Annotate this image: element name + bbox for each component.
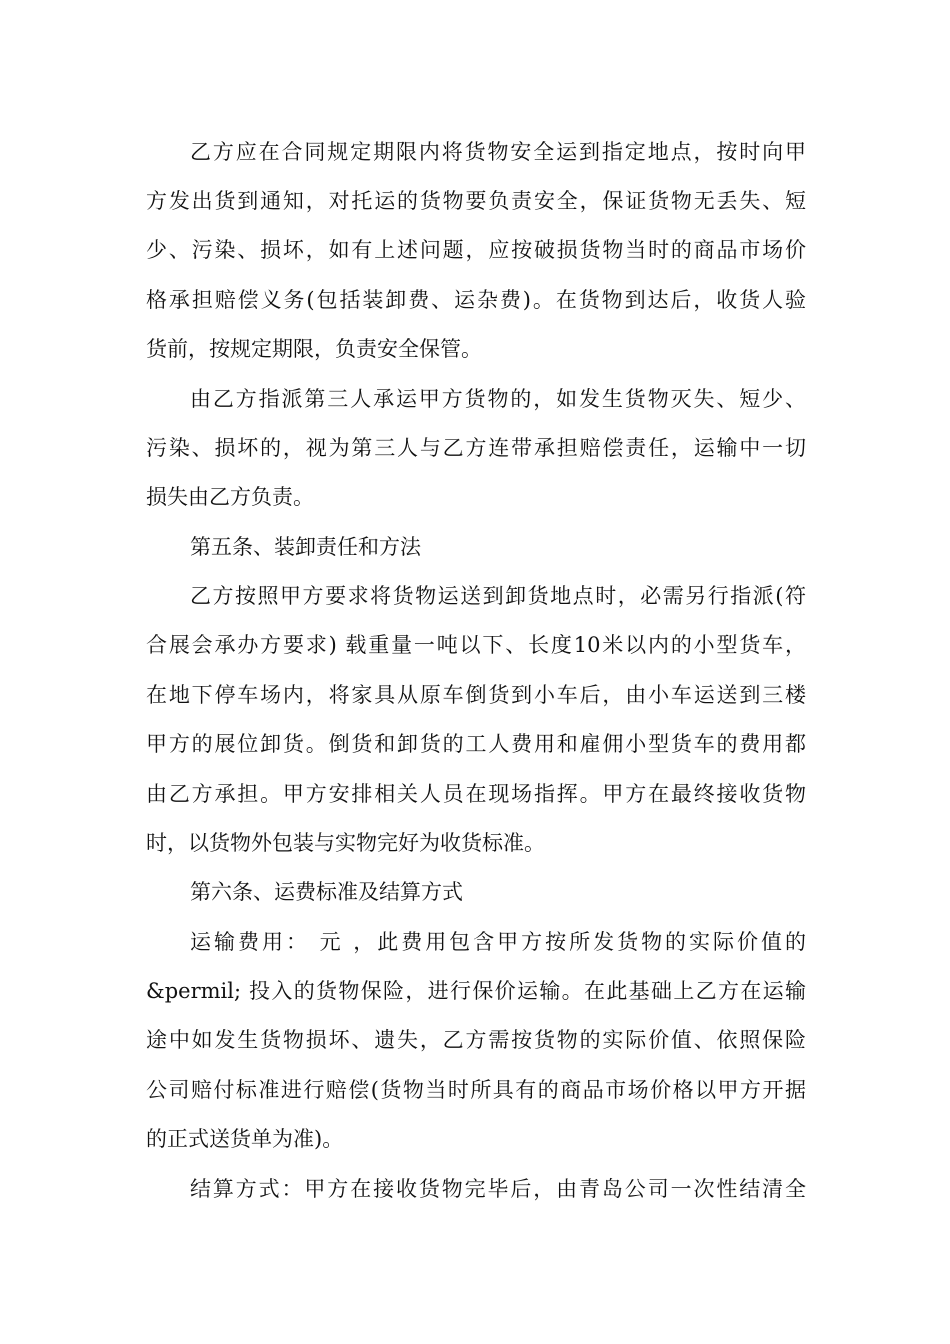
paragraph-line: 货前，按规定期限，负责安全保管。 [146,337,482,361]
section-heading: 第六条、运费标准及结算方式 [190,880,463,904]
paragraph-line: 合展会承办方要求) 载重量一吨以下、长度10米以内的小型货车， [146,633,806,657]
paragraph-line: 的正式送货单为准)。 [146,1127,344,1151]
paragraph-line: 甲方的展位卸货。倒货和卸货的工人费用和雇佣小型货车的费用都 [146,732,806,756]
paragraph-line: 损失由乙方负责。 [146,485,314,509]
paragraph-line: 由乙方指派第三人承运甲方货物的，如发生货物灭失、短少、 [190,387,806,411]
paragraph-line: 乙方应在合同规定期限内将货物安全运到指定地点，按时向甲 [190,140,806,164]
paragraph-line: 时，以货物外包装与实物完好为收货标准。 [146,831,545,855]
paragraph-line: 污染、损坏的，视为第三人与乙方连带承担赔偿责任，运输中一切 [146,436,806,460]
paragraph-line: 途中如发生货物损坏、遗失，乙方需按货物的实际价值、依照保险 [146,1028,806,1052]
section-heading: 第五条、装卸责任和方法 [190,535,421,559]
paragraph-line: 结算方式：甲方在接收货物完毕后，由青岛公司一次性结清全 [190,1177,806,1201]
paragraph-line: 在地下停车场内，将家具从原车倒货到小车后，由小车运送到三楼 [146,683,806,707]
paragraph-line: 少、污染、损坏，如有上述问题，应按破损货物当时的商品市场价 [146,238,806,262]
paragraph-line: 方发出货到通知，对托运的货物要负责安全，保证货物无丢失、短 [146,189,806,213]
paragraph-line: 乙方按照甲方要求将货物运送到卸货地点时，必需另行指派(符 [190,584,806,608]
paragraph-line: 由乙方承担。甲方安排相关人员在现场指挥。甲方在最终接收货物 [146,782,806,806]
paragraph-line: 运输费用： 元 ，此费用包含甲方按所发货物的实际价值的 [190,930,806,954]
paragraph-line: 公司赔付标准进行赔偿(货物当时所具有的商品市场价格以甲方开据 [146,1078,806,1102]
paragraph-line: 格承担赔偿义务(包括装卸费、运杂费)。在货物到达后，收货人验 [146,288,806,312]
paragraph-line: &permil; 投入的货物保险，进行保价运输。在此基础上乙方在运输 [146,979,806,1003]
